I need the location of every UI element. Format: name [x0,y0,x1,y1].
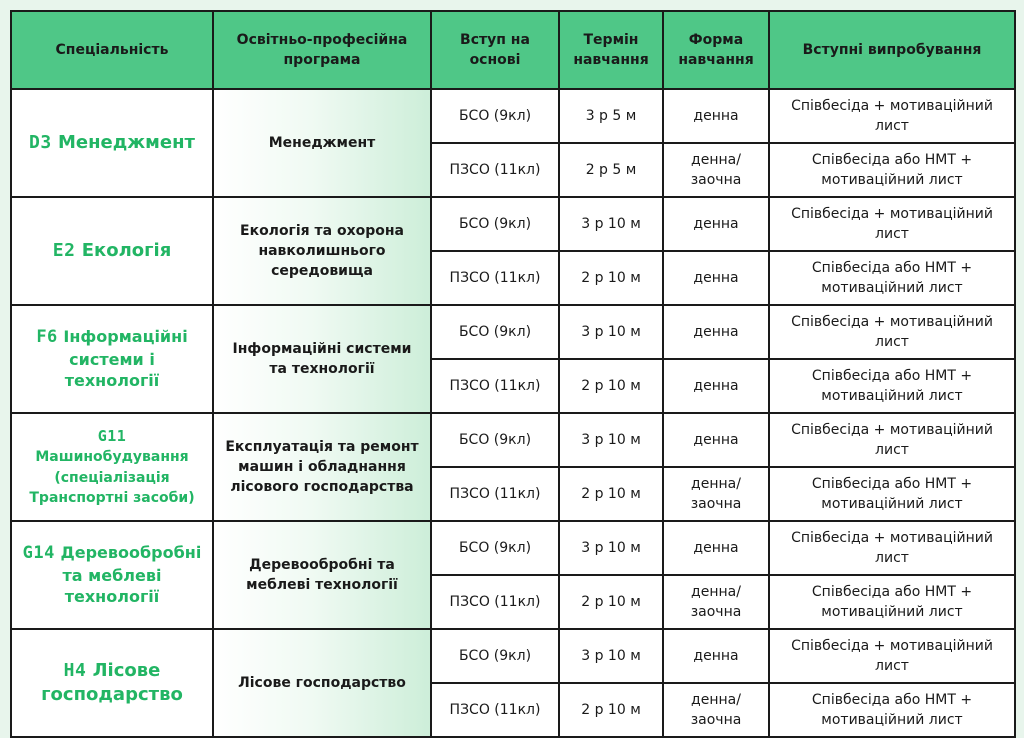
program-cell: Деревообробні та меблеві технології [213,521,431,629]
specialty-code: D3 [29,131,52,153]
entry-basis-cell: БСО (9кл) [431,89,559,143]
table-row [11,305,1015,359]
study-form-cell: денна/ заочна [663,467,769,521]
specialty-name: Менеджмент [57,131,195,153]
duration-cell: 3 р 10 м [559,197,663,251]
duration-cell: 3 р 10 м [559,521,663,575]
admission-sheet [10,10,1014,728]
entrance-tests-cell: Співбесіда + мотиваційний лист [769,521,1015,575]
program-cell: Лісове господарство [213,629,431,737]
table-row [11,197,1015,251]
study-form-cell: денна [663,413,769,467]
entrance-tests-cell: Співбесіда + мотиваційний лист [769,197,1015,251]
specialty-cell [11,197,213,305]
specialty-code: H4 [63,659,87,681]
entrance-tests-cell: Співбесіда або НМТ + мотиваційний лист [769,359,1015,413]
specialty-name: Лісове господарство [41,659,183,705]
table-row [11,521,1015,575]
duration-cell: 2 р 10 м [559,251,663,305]
specialty-name: Інформаційні системи і технології [63,326,188,391]
specialty-cell [11,413,213,521]
entry-basis-cell: ПЗСО (11кл) [431,575,559,629]
specialty-code: E2 [52,239,76,261]
specialty-code: G14 [22,542,55,563]
duration-cell: 2 р 5 м [559,143,663,197]
program-cell: Екологія та охорона навколишнього середовища [213,197,431,305]
entrance-tests-cell: Співбесіда + мотиваційний лист [769,413,1015,467]
study-form-cell: денна [663,197,769,251]
duration-cell: 2 р 10 м [559,575,663,629]
header-entrance-tests: Вступні випробування [769,11,1015,89]
study-form-cell: денна [663,305,769,359]
duration-cell: 3 р 5 м [559,89,663,143]
table-row [11,413,1015,467]
specialty-cell [11,629,213,737]
study-form-cell: денна [663,629,769,683]
table-row [11,89,1015,143]
entry-basis-cell: ПЗСО (11кл) [431,467,559,521]
duration-cell: 3 р 10 м [559,305,663,359]
duration-cell: 2 р 10 м [559,467,663,521]
duration-cell: 2 р 10 м [559,359,663,413]
header-entry-basis: Вступ на основі [431,11,559,89]
program-cell: Інформаційні системи та технології [213,305,431,413]
admission-table [10,10,1016,738]
header-duration: Термін навчання [559,11,663,89]
entry-basis-cell: БСО (9кл) [431,629,559,683]
entry-basis-cell: БСО (9кл) [431,413,559,467]
duration-cell: 3 р 10 м [559,629,663,683]
entrance-tests-cell: Співбесіда або НМТ + мотиваційний лист [769,143,1015,197]
duration-cell: 3 р 10 м [559,413,663,467]
entrance-tests-cell: Співбесіда або НМТ + мотиваційний лист [769,251,1015,305]
entrance-tests-cell: Співбесіда або НМТ + мотиваційний лист [769,467,1015,521]
specialty-code: F6 [36,326,58,347]
entrance-tests-cell: Співбесіда + мотиваційний лист [769,89,1015,143]
entrance-tests-cell: Співбесіда + мотиваційний лист [769,305,1015,359]
entry-basis-cell: ПЗСО (11кл) [431,251,559,305]
study-form-cell: денна [663,251,769,305]
duration-cell: 2 р 10 м [559,683,663,737]
entry-basis-cell: БСО (9кл) [431,521,559,575]
study-form-cell: денна [663,521,769,575]
study-form-cell: денна [663,359,769,413]
header-program: Освітньо-професійна програма [213,11,431,89]
study-form-cell: денна/ заочна [663,143,769,197]
table-row [11,629,1015,683]
program-cell: Експлуатація та ремонт машин і обладнання лісового господарства [213,413,431,521]
specialty-code: G11 [97,426,127,445]
table-header-row [11,11,1015,89]
study-form-cell: денна/ заочна [663,683,769,737]
specialty-cell [11,521,213,629]
specialty-name: Деревообробні та меблеві технології [60,542,202,607]
specialty-cell [11,305,213,413]
entrance-tests-cell: Співбесіда або НМТ + мотиваційний лист [769,683,1015,737]
entry-basis-cell: БСО (9кл) [431,197,559,251]
study-form-cell: денна [663,89,769,143]
entry-basis-cell: ПЗСО (11кл) [431,143,559,197]
entrance-tests-cell: Співбесіда + мотиваційний лист [769,629,1015,683]
entry-basis-cell: ПЗСО (11кл) [431,359,559,413]
header-specialty: Спеціальність [11,11,213,89]
header-study-form: Форма навчання [663,11,769,89]
specialty-cell [11,89,213,197]
entry-basis-cell: БСО (9кл) [431,305,559,359]
program-cell: Менеджмент [213,89,431,197]
study-form-cell: денна/ заочна [663,575,769,629]
specialty-name: Машинобудування (спеціалізація Транспортні засоби) [29,449,195,507]
entry-basis-cell: ПЗСО (11кл) [431,683,559,737]
specialty-name: Екологія [81,239,172,261]
entrance-tests-cell: Співбесіда або НМТ + мотиваційний лист [769,575,1015,629]
